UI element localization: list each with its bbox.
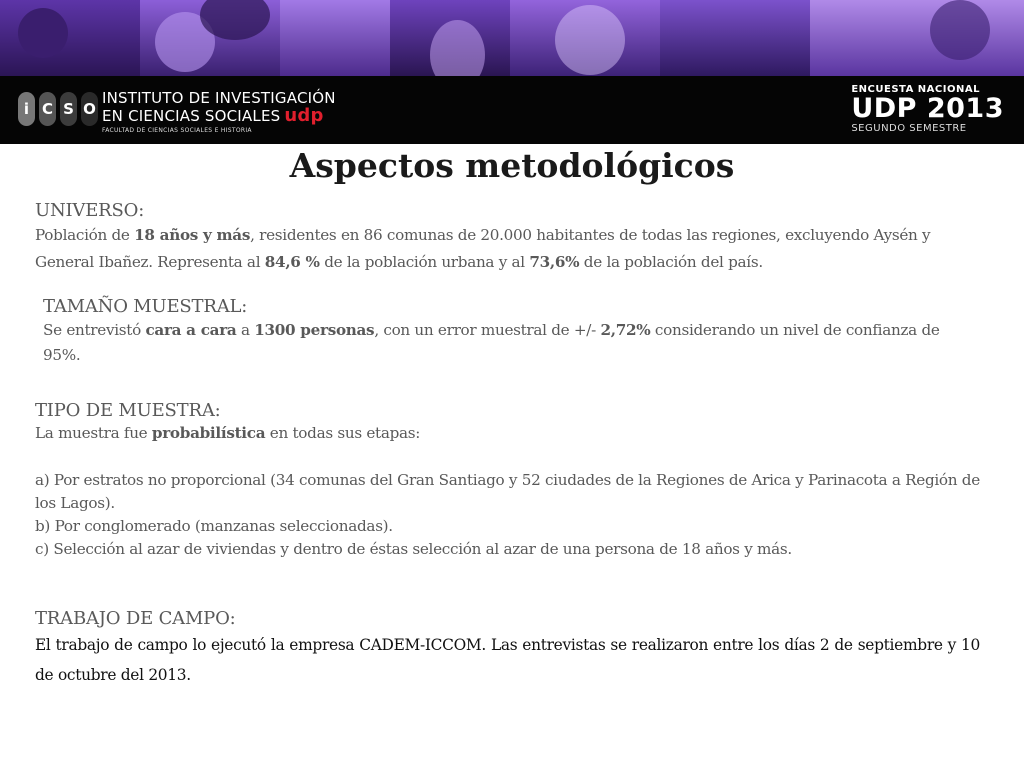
section-tipo-muestra <box>35 400 990 561</box>
bold-run: 84,6 % <box>264 253 320 271</box>
header-bar <box>0 76 1024 144</box>
section-universo <box>35 200 990 276</box>
institute-faculty: FACULTAD DE CIENCIAS SOCIALES E HISTORIA <box>102 127 252 134</box>
institute-name-line2 <box>102 107 336 125</box>
text-run: de la población del país. <box>579 253 763 271</box>
banner-photo-tile <box>810 0 1024 76</box>
banner-shape <box>930 0 990 60</box>
text-run: , residentes en 86 comunas de 20.000 habitantes de todas las regiones, excluyendo Aysén y General Ibañez. Representa al <box>35 226 931 271</box>
icso-logo <box>18 92 98 126</box>
section-heading: TAMAÑO MUESTRAL: <box>43 296 248 317</box>
section-body: El trabajo de campo lo ejecutó la empresa CADEM-ICCOM. Las entrevistas se realizaron entre los días 2 de septiembre y 10 de octubre del 2013. <box>35 636 980 684</box>
bold-run: 2,72% <box>600 321 651 339</box>
logo-letter: C <box>39 92 56 126</box>
text-run: Población de <box>35 226 135 244</box>
section-tamano-muestral <box>43 296 973 368</box>
institute-name-line1: INSTITUTO DE INVESTIGACIÓN <box>102 89 336 107</box>
bold-run: probabilística <box>151 424 266 442</box>
logo-letter: O <box>81 92 98 126</box>
bold-run: cara a cara <box>145 321 237 339</box>
udp-logo-text: udp <box>284 105 324 126</box>
page-title: Aspectos metodológicos <box>289 146 735 185</box>
text-run: de la población urbana y al <box>319 253 530 271</box>
survey-year: UDP 2013 <box>851 93 1004 124</box>
sample-stage-a: a) Por estratos no proporcional (34 comunas del Gran Santiago y 52 ciudades de la Regiones de Arica y Parinacota a Región de los Lagos). <box>35 471 980 512</box>
banner-photo-tile <box>280 0 390 76</box>
survey-badge <box>851 84 1004 134</box>
banner-photo-collage <box>0 0 1024 76</box>
text-run: considerando un nivel de confianza de 95%. <box>43 321 940 364</box>
banner-shape <box>555 5 625 75</box>
logo-letter: i <box>18 92 35 126</box>
survey-label: ENCUESTA NACIONAL <box>851 84 980 95</box>
text-run: , con un error muestral de +/- <box>374 321 601 339</box>
section-body <box>43 318 973 368</box>
sample-stage-c: c) Selección al azar de viviendas y dentro de éstas selección al azar de una persona de 18 años y más. <box>35 540 792 558</box>
institute-name <box>102 89 336 134</box>
survey-semester: SEGUNDO SEMESTRE <box>851 123 967 134</box>
text-run: a <box>236 321 255 339</box>
bold-run: 1300 personas <box>254 321 375 339</box>
banner-photo-tile <box>660 0 810 76</box>
logo-letter: S <box>60 92 77 126</box>
bold-run: 73,6% <box>529 253 580 271</box>
section-body <box>35 222 990 276</box>
banner-shape <box>18 8 68 58</box>
section-heading: TRABAJO DE CAMPO: <box>35 608 236 629</box>
bold-run: 18 años y más <box>134 226 251 244</box>
section-heading: TIPO DE MUESTRA: <box>35 400 221 421</box>
text-run: en todas sus etapas: <box>265 424 421 442</box>
section-heading: UNIVERSO: <box>35 200 145 221</box>
institute-name-line2-text: EN CIENCIAS SOCIALES <box>102 107 281 125</box>
sample-stage-b: b) Por conglomerado (manzanas seleccionadas). <box>35 517 393 535</box>
text-run: La muestra fue <box>35 424 152 442</box>
section-body <box>35 422 990 445</box>
text-run: Se entrevistó <box>43 321 146 339</box>
section-trabajo-campo <box>35 608 980 690</box>
